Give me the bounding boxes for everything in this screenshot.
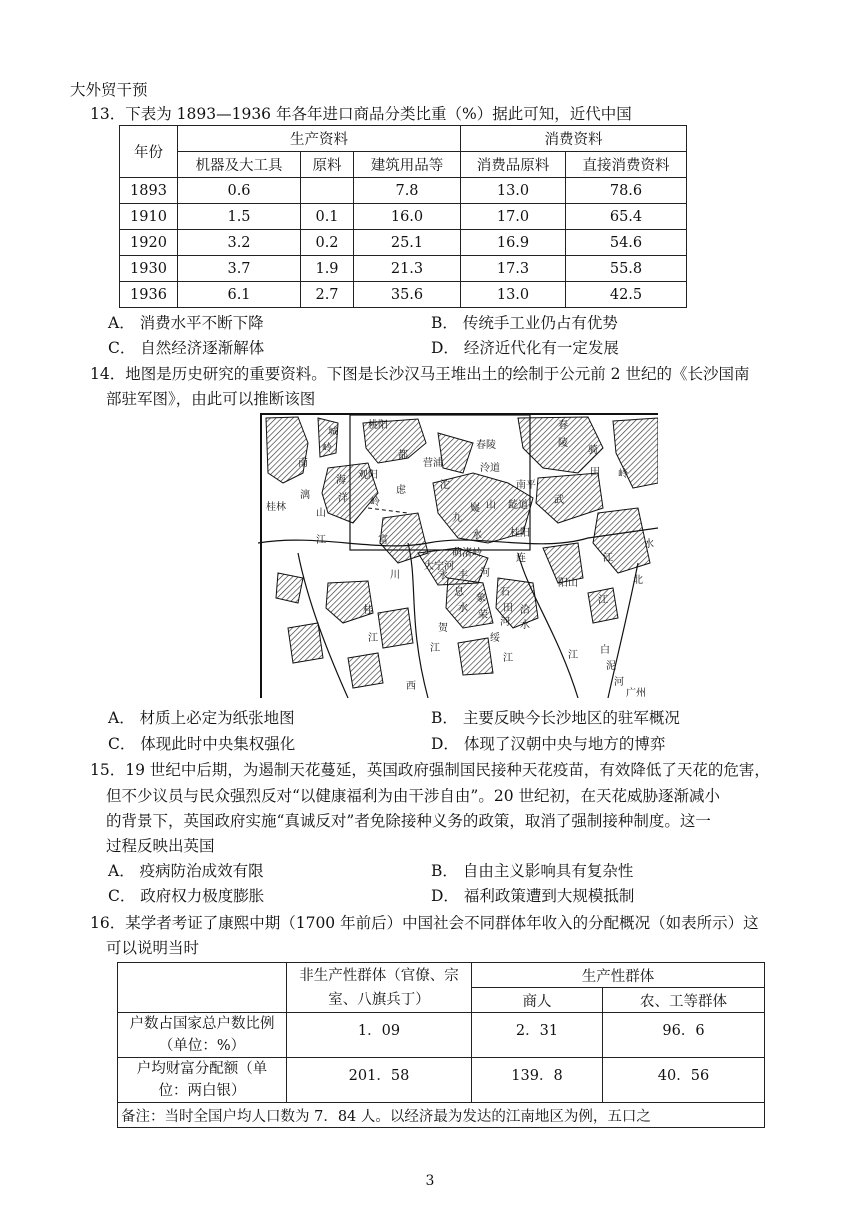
cell: 16.9 xyxy=(461,230,566,256)
svg-text:营浦: 营浦 xyxy=(423,458,443,469)
svg-text:虑: 虑 xyxy=(396,485,406,496)
cell: 2．31 xyxy=(472,1013,603,1058)
svg-text:海: 海 xyxy=(336,475,346,486)
svg-text:山: 山 xyxy=(316,508,326,519)
prev-question-tail: 大外贸干预 xyxy=(70,81,148,99)
table-row xyxy=(120,178,687,204)
cell: 96．6 xyxy=(603,1013,765,1058)
svg-text:象: 象 xyxy=(476,593,486,604)
svg-text:桂阳: 桂阳 xyxy=(510,528,530,539)
svg-text:漓: 漓 xyxy=(300,490,310,501)
table-row xyxy=(120,256,687,282)
q13-option-a: A． 消费水平不断下降 xyxy=(108,314,264,332)
q16-income-table xyxy=(117,962,765,1128)
q15-option-d: D． 福利政策遭到大规模抵制 xyxy=(431,887,635,905)
cell: 17.3 xyxy=(461,256,566,282)
cell: 17.0 xyxy=(461,204,566,230)
svg-text:春: 春 xyxy=(558,420,568,431)
q14-option-d: D． 体现了汉朝中央与地方的博弈 xyxy=(431,735,666,753)
cell: 55.8 xyxy=(566,256,687,282)
q15-stem-line1: 15．19 世纪中后期，为遏制天花蔓延，英国政府强制国民接种天花疫苗，有效降低了天花的危害， xyxy=(90,761,770,779)
svg-text:西: 西 xyxy=(406,681,416,692)
blank-corner xyxy=(118,963,287,1013)
svg-text:南: 南 xyxy=(298,458,308,469)
cell: 1893 xyxy=(120,178,178,204)
svg-text:水: 水 xyxy=(520,620,530,631)
svg-text:江: 江 xyxy=(503,653,513,664)
svg-text:沱: 沱 xyxy=(440,480,450,491)
svg-text:水: 水 xyxy=(472,530,482,541)
svg-text:田: 田 xyxy=(590,467,600,478)
subheader-building: 建筑用品等 xyxy=(354,152,461,178)
cell: 7.8 xyxy=(354,178,461,204)
svg-text:武: 武 xyxy=(554,495,564,506)
q15-option-b: B． 自由主义影响具有复杂性 xyxy=(431,862,634,880)
q13-option-c: C． 自然经济逐渐解体 xyxy=(108,339,265,357)
cell: 35.6 xyxy=(354,282,461,308)
svg-text:丰: 丰 xyxy=(458,570,468,581)
svg-text:都: 都 xyxy=(398,450,408,461)
svg-text:观阳: 观阳 xyxy=(358,470,378,481)
q13-import-table xyxy=(119,125,687,308)
svg-text:山: 山 xyxy=(486,500,496,511)
svg-text:南平: 南平 xyxy=(516,480,536,491)
cell: 21.3 xyxy=(354,256,461,282)
q15-option-c: C． 政府权力极度膨胀 xyxy=(108,887,265,905)
consumption-group-header: 消费资料 xyxy=(461,126,687,152)
page-number: 3 xyxy=(425,1173,435,1189)
svg-text:荣: 荣 xyxy=(478,610,488,621)
cell: 139．8 xyxy=(472,1058,603,1103)
q14-stem-line1: 14．地图是历史研究的重要资料。下图是长沙汉马王堆出土的绘制于公元前 2 世纪的《长沙国南 xyxy=(90,365,750,383)
svg-text:萌渚岭: 萌渚岭 xyxy=(452,548,482,559)
cell: 0.1 xyxy=(301,204,354,230)
svg-text:河: 河 xyxy=(480,568,490,579)
svg-text:桂林: 桂林 xyxy=(266,502,286,513)
svg-text:绥: 绥 xyxy=(490,633,500,644)
subheader-raw: 原料 xyxy=(301,152,354,178)
cell: 42.5 xyxy=(566,282,687,308)
q16-stem-line1: 16．某学者考证了康熙中期（1700 年前后）中国社会不同群体年收入的分配概况（如表所示）这 xyxy=(90,914,759,932)
subheader-consumer-raw: 消费品原料 xyxy=(461,152,566,178)
q13-stem: 13．下表为 1893—1936 年各年进口商品分类比重（%）据此可知，近代中国 xyxy=(90,105,632,123)
farmer-header: 农、工等群体 xyxy=(603,988,765,1013)
production-group-header: 生产资料 xyxy=(178,126,461,152)
q15-stem-line3: 的背景下，英国政府实施“真诚反对”者免除接种义务的政策，取消了强制接种制度。这一 xyxy=(106,812,711,830)
cell: 16.0 xyxy=(354,204,461,230)
row-label: 户均财富分配额（单位：两白银） xyxy=(118,1058,287,1103)
cell: 25.1 xyxy=(354,230,461,256)
svg-text:泠道: 泠道 xyxy=(480,463,500,474)
svg-text:水: 水 xyxy=(458,603,468,614)
row-label: 户数占国家总户数比例（单位：%） xyxy=(118,1013,287,1058)
cell: 1910 xyxy=(120,204,178,230)
cell: 13.0 xyxy=(461,282,566,308)
cell: 65.4 xyxy=(566,204,687,230)
q16-stem-line2: 可以说明当时 xyxy=(106,939,200,957)
q14-option-c: C． 体现此时中央集权强化 xyxy=(108,735,296,753)
subheader-machines: 机器及大工具 xyxy=(178,152,301,178)
svg-text:江: 江 xyxy=(368,633,378,644)
cell: 3.7 xyxy=(178,256,301,282)
svg-text:江: 江 xyxy=(603,553,613,564)
svg-text:河: 河 xyxy=(500,617,510,628)
cell: 13.0 xyxy=(461,178,566,204)
svg-text:岭: 岭 xyxy=(322,443,332,454)
svg-text:广州: 广州 xyxy=(626,688,646,698)
nonproductive-header: 非生产性群体（官僚、宗室、八旗兵丁） xyxy=(287,963,472,1013)
cell: 1936 xyxy=(120,282,178,308)
cell: 1920 xyxy=(120,230,178,256)
svg-text:水: 水 xyxy=(644,539,654,550)
svg-text:春陵: 春陵 xyxy=(476,440,496,451)
year-header: 年份 xyxy=(120,126,178,178)
svg-text:九: 九 xyxy=(452,513,462,524)
svg-text:白: 白 xyxy=(600,645,610,656)
svg-text:洋: 洋 xyxy=(338,493,348,504)
table-note: 备注：当时全国户均人口数为 7．84 人。以经济最为发达的江南地区为例，五口之 xyxy=(118,1103,765,1128)
svg-text:河: 河 xyxy=(614,677,624,688)
cell: 0.6 xyxy=(178,178,301,204)
svg-text:陵: 陵 xyxy=(558,438,568,449)
svg-text:岭: 岭 xyxy=(370,497,380,508)
productive-header: 生产性群体 xyxy=(472,963,765,988)
svg-text:连: 连 xyxy=(516,553,526,564)
svg-text:江: 江 xyxy=(598,595,608,606)
cell: 1.9 xyxy=(301,256,354,282)
q14-stem-line2: 部驻军图》，由此可以推断该图 xyxy=(106,390,316,408)
cell: 6.1 xyxy=(178,282,301,308)
svg-text:息: 息 xyxy=(454,587,464,598)
q13-option-d: D． 经济近代化有一定发展 xyxy=(431,339,619,357)
merchant-header: 商人 xyxy=(472,988,603,1013)
svg-text:北: 北 xyxy=(633,575,643,586)
q15-stem-line2: 但不少议员与民众强烈反对“以健康福利为由干涉自由”。20 世纪初，在天花威胁逐渐减小 xyxy=(106,787,721,805)
cell: 1．09 xyxy=(287,1013,472,1058)
cell xyxy=(301,178,354,204)
cell: 2.7 xyxy=(301,282,354,308)
changsha-garrison-map xyxy=(258,413,658,698)
cell: 78.6 xyxy=(566,178,687,204)
svg-text:洽: 洽 xyxy=(520,605,530,616)
table-row xyxy=(118,1058,765,1103)
cell: 54.6 xyxy=(566,230,687,256)
svg-text:江: 江 xyxy=(316,535,326,546)
svg-text:江: 江 xyxy=(568,650,578,661)
svg-text:岭: 岭 xyxy=(618,469,628,480)
q15-option-a: A． 疫病防治成效有限 xyxy=(108,862,264,880)
svg-text:田: 田 xyxy=(503,603,513,614)
cell: 40．56 xyxy=(603,1058,765,1103)
svg-text:永: 永 xyxy=(438,570,448,581)
svg-text:嶷: 嶷 xyxy=(470,503,480,514)
svg-text:桃阳: 桃阳 xyxy=(368,420,388,431)
svg-text:石: 石 xyxy=(500,587,510,598)
cell: 1930 xyxy=(120,256,178,282)
svg-text:泥: 泥 xyxy=(606,661,616,672)
q14-option-b: B． 主要反映今长沙地区的驻军概况 xyxy=(431,709,680,727)
cell: 201．58 xyxy=(287,1058,472,1103)
table-row xyxy=(120,282,687,308)
svg-text:大宁河: 大宁河 xyxy=(424,561,454,572)
q13-option-b: B． 传统手工业仍占有优势 xyxy=(431,314,618,332)
svg-text:龁道: 龁道 xyxy=(508,500,528,511)
svg-text:桂: 桂 xyxy=(363,605,373,616)
cell: 0.2 xyxy=(301,230,354,256)
svg-text:川: 川 xyxy=(390,570,400,581)
svg-text:阳山: 阳山 xyxy=(558,578,578,589)
svg-text:骑: 骑 xyxy=(588,445,598,456)
svg-text:城: 城 xyxy=(328,427,338,438)
table-row xyxy=(120,230,687,256)
q14-option-a: A． 材质上必定为纸张地图 xyxy=(108,709,295,727)
svg-text:贺: 贺 xyxy=(438,623,448,634)
svg-text:富: 富 xyxy=(378,535,388,546)
subheader-direct-consumer: 直接消费资料 xyxy=(566,152,687,178)
table-row xyxy=(118,1103,765,1128)
cell: 1.5 xyxy=(178,204,301,230)
svg-text:江: 江 xyxy=(430,643,440,654)
q15-stem-line4: 过程反映出英国 xyxy=(106,837,215,855)
cell: 3.2 xyxy=(178,230,301,256)
table-row xyxy=(118,1013,765,1058)
table-row xyxy=(120,204,687,230)
